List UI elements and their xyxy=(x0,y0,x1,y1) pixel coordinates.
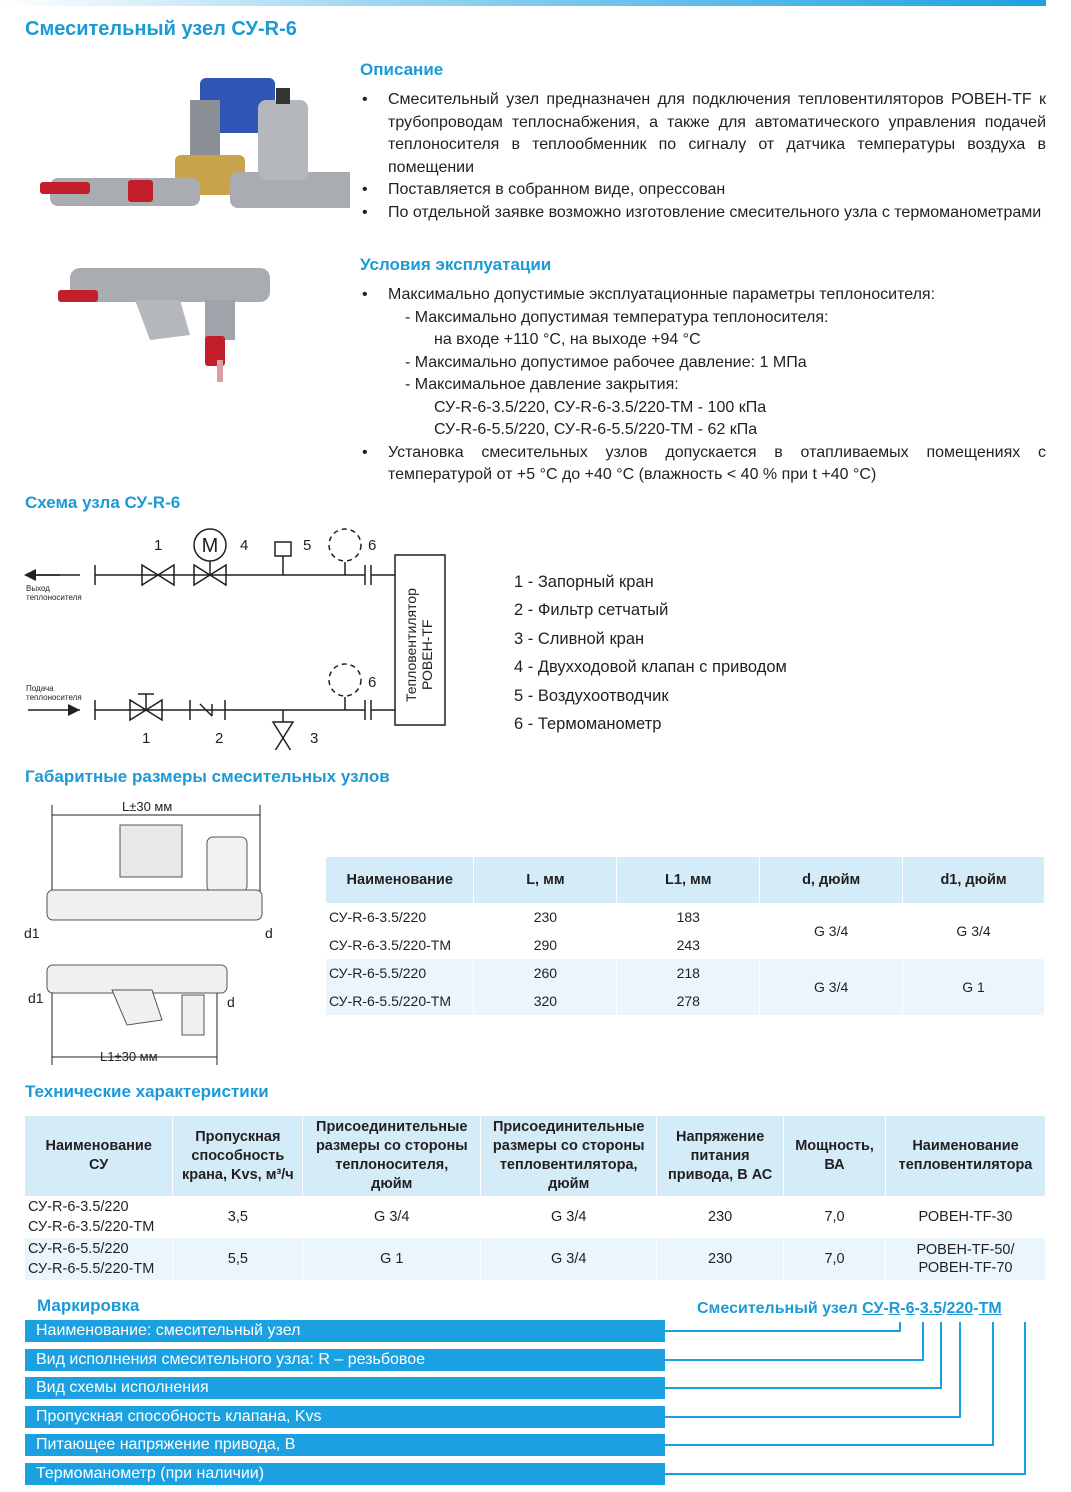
table-header: L1, мм xyxy=(617,857,760,903)
table-row xyxy=(326,903,1045,931)
table-cell: СУ-R-6-3.5/220 xyxy=(326,903,474,931)
scheme-out-label: Выход xyxy=(26,584,50,593)
table-row xyxy=(326,959,1045,987)
table-cell: 7,0 xyxy=(784,1238,886,1280)
legend-item: 2 - Фильтр сетчатый xyxy=(514,601,669,620)
table-cell: 260 xyxy=(474,959,617,987)
dimensions-table xyxy=(326,857,1045,1015)
table-header: Наименование тепловентилятора xyxy=(886,1116,1046,1196)
marking-bar: Питающее напряжение привода, В xyxy=(25,1434,665,1456)
scheme-number: 1 xyxy=(154,537,163,554)
marking-connector-lines xyxy=(665,1318,1050,1490)
table-header: Напряжение питания привода, В АС xyxy=(657,1116,784,1196)
marking-code: Смесительный узел СУ-R-6-3.5/220-ТМ xyxy=(697,1300,1002,1317)
conditions-line: - Максимальное давление закрытия: xyxy=(405,376,679,393)
dimension-l-label: L±30 мм xyxy=(122,799,173,814)
table-cell: СУ-R-6-5.5/220 xyxy=(326,959,474,987)
legend-item: 4 - Двухходовой клапан с приводом xyxy=(514,658,787,677)
dimension-d1-label: d1 xyxy=(24,925,40,941)
table-header: d1, дюйм xyxy=(903,857,1045,903)
conditions-line: СУ-R-6-3.5/220, СУ-R-6-3.5/220-ТМ - 100 кПа xyxy=(434,398,767,416)
table-cell: СУ-R-6-5.5/220-ТМ xyxy=(326,987,474,1015)
table-header: Наименование СУ xyxy=(25,1116,173,1196)
dimension-l1-label: L1±30 мм xyxy=(100,1049,158,1064)
dimensions-drawing xyxy=(22,795,292,1070)
table-header: Наименование xyxy=(326,857,474,903)
table-cell: 278 xyxy=(617,987,760,1015)
table-header: Присоединительные размеры со стороны теплоносителя, дюйм xyxy=(303,1116,481,1196)
marking-bar: Наименование: смесительный узел xyxy=(25,1320,665,1342)
conditions-item-text: • Максимально допустимые эксплуатационные параметры теплоносителя: xyxy=(388,286,936,303)
table-header: d, дюйм xyxy=(760,857,903,903)
table-cell: РОВЕН-TF-30 xyxy=(886,1196,1046,1238)
dimensions-heading: Габаритные размеры смесительных узлов xyxy=(25,767,390,786)
scheme-number: 6 xyxy=(368,674,377,691)
table-cell: СУ-R-6-3.5/220 СУ-R-6-3.5/220-ТМ xyxy=(25,1196,173,1238)
conditions-line: - Максимально допустимая температура теплоносителя: xyxy=(405,308,829,326)
conditions-item: • Установка смесительных узлов допускается в отапливаемых помещениях с температурой от +5 °С до +40 °С (влажность < 40 % при t +40 °С) xyxy=(360,442,1046,487)
scheme-motor-label: M xyxy=(201,535,219,557)
legend-item: 1 - Запорный кран xyxy=(514,573,654,591)
table-cell: СУ-R-6-3.5/220-ТМ xyxy=(326,931,474,959)
scheme-number: 3 xyxy=(310,730,319,747)
product-photo-filter-assembly xyxy=(40,260,280,390)
dimension-d1-label: d1 xyxy=(28,990,44,1006)
conditions-list xyxy=(360,284,1046,487)
table-cell: 3,5 xyxy=(173,1196,303,1238)
top-accent-bar xyxy=(0,0,1046,6)
table-cell: G 3/4 xyxy=(303,1196,481,1238)
table-cell: 230 xyxy=(474,903,617,931)
table-cell: G 1 xyxy=(303,1238,481,1280)
scheme-heater-label: Тепловентилятор xyxy=(403,588,419,702)
tech-table xyxy=(25,1116,1046,1280)
conditions-line: СУ-R-6-5.5/220, СУ-R-6-5.5/220-ТМ - 62 кПа xyxy=(434,421,758,438)
scheme-heater-label: РОВЕН-TF xyxy=(419,619,435,690)
legend-item: 6 - Термоманометр xyxy=(514,715,662,734)
table-cell: 243 xyxy=(617,931,760,959)
table-cell: G 3/4 xyxy=(903,903,1045,959)
conditions-item xyxy=(360,284,1046,442)
table-cell: РОВЕН-TF-50/ РОВЕН-TF-70 xyxy=(886,1238,1046,1280)
marking-bar: Пропускная способность клапана, Kvs xyxy=(25,1406,665,1428)
table-cell: G 3/4 xyxy=(760,903,903,959)
marking-bar: Вид схемы исполнения xyxy=(25,1377,665,1399)
table-header: Пропускная способность крана, Kvs, м³/ч xyxy=(173,1116,303,1196)
scheme-heading: Схема узла СУ-R-6 xyxy=(25,493,181,512)
scheme-diagram xyxy=(20,520,460,750)
scheme-in-label: теплоносителя xyxy=(26,693,82,702)
table-row xyxy=(25,1196,1046,1238)
table-header: L, мм xyxy=(474,857,617,903)
table-cell: G 3/4 xyxy=(760,959,903,1015)
legend-item: 5 - Воздухоотводчик xyxy=(514,686,669,705)
table-header: Присоединительные размеры со стороны тепловентилятора, дюйм xyxy=(481,1116,657,1196)
dimension-d-label: d xyxy=(227,994,235,1010)
dimension-d-label: d xyxy=(265,925,273,941)
marking-heading: Маркировка xyxy=(37,1296,140,1315)
table-cell: 320 xyxy=(474,987,617,1015)
scheme-number: 2 xyxy=(215,730,224,747)
table-cell: 218 xyxy=(617,959,760,987)
table-row xyxy=(25,1238,1046,1280)
table-cell: 183 xyxy=(617,903,760,931)
table-cell: 5,5 xyxy=(173,1238,303,1280)
table-header: Мощность, ВА xyxy=(784,1116,886,1196)
description-item: • Поставляется в собранном виде, опрессован xyxy=(360,179,1046,202)
table-cell: G 3/4 xyxy=(481,1238,657,1280)
table-cell: 7,0 xyxy=(784,1196,886,1238)
table-cell: 290 xyxy=(474,931,617,959)
marking-bar: Термоманометр (при наличии) xyxy=(25,1463,665,1485)
description-item: • Смесительный узел предназначен для подключения тепловентиляторов РОВЕН-TF к трубопроводам теплоснабжения, а также для автоматического управления подачей теплоносителя в теплообменник по сигналу от датчика температуры воздуха в помещении xyxy=(360,89,1046,179)
scheme-number: 5 xyxy=(303,537,312,554)
table-cell: G 3/4 xyxy=(481,1196,657,1238)
table-cell: 230 xyxy=(657,1196,784,1238)
scheme-number: 4 xyxy=(240,537,249,554)
scheme-out-label: теплоносителя xyxy=(26,593,82,602)
product-photo-assembly xyxy=(40,60,350,240)
description-list xyxy=(360,89,1046,224)
table-cell: G 1 xyxy=(903,959,1045,1015)
page-title: Смесительный узел СУ-R-6 xyxy=(25,18,297,40)
scheme-number: 6 xyxy=(368,537,377,554)
conditions-heading: Условия эксплуатации xyxy=(360,255,552,274)
description-item: • По отдельной заявке возможно изготовление смесительного узла с термоманометрами xyxy=(360,202,1046,225)
table-cell: 230 xyxy=(657,1238,784,1280)
conditions-line: - Максимально допустимое рабочее давление: 1 МПа xyxy=(405,353,807,371)
scheme-legend xyxy=(514,568,787,738)
marking-bar: Вид исполнения смесительного узла: R – резьбовое xyxy=(25,1349,665,1371)
legend-item: 3 - Сливной кран xyxy=(514,629,645,648)
scheme-in-label: Подача xyxy=(26,684,54,693)
tech-heading: Технические характеристики xyxy=(25,1082,269,1101)
conditions-line: на входе +110 °С, на выходе +94 °С xyxy=(434,331,701,348)
table-cell: СУ-R-6-5.5/220 СУ-R-6-5.5/220-ТМ xyxy=(25,1238,173,1280)
scheme-number: 1 xyxy=(142,730,151,747)
description-heading: Описание xyxy=(360,60,444,79)
